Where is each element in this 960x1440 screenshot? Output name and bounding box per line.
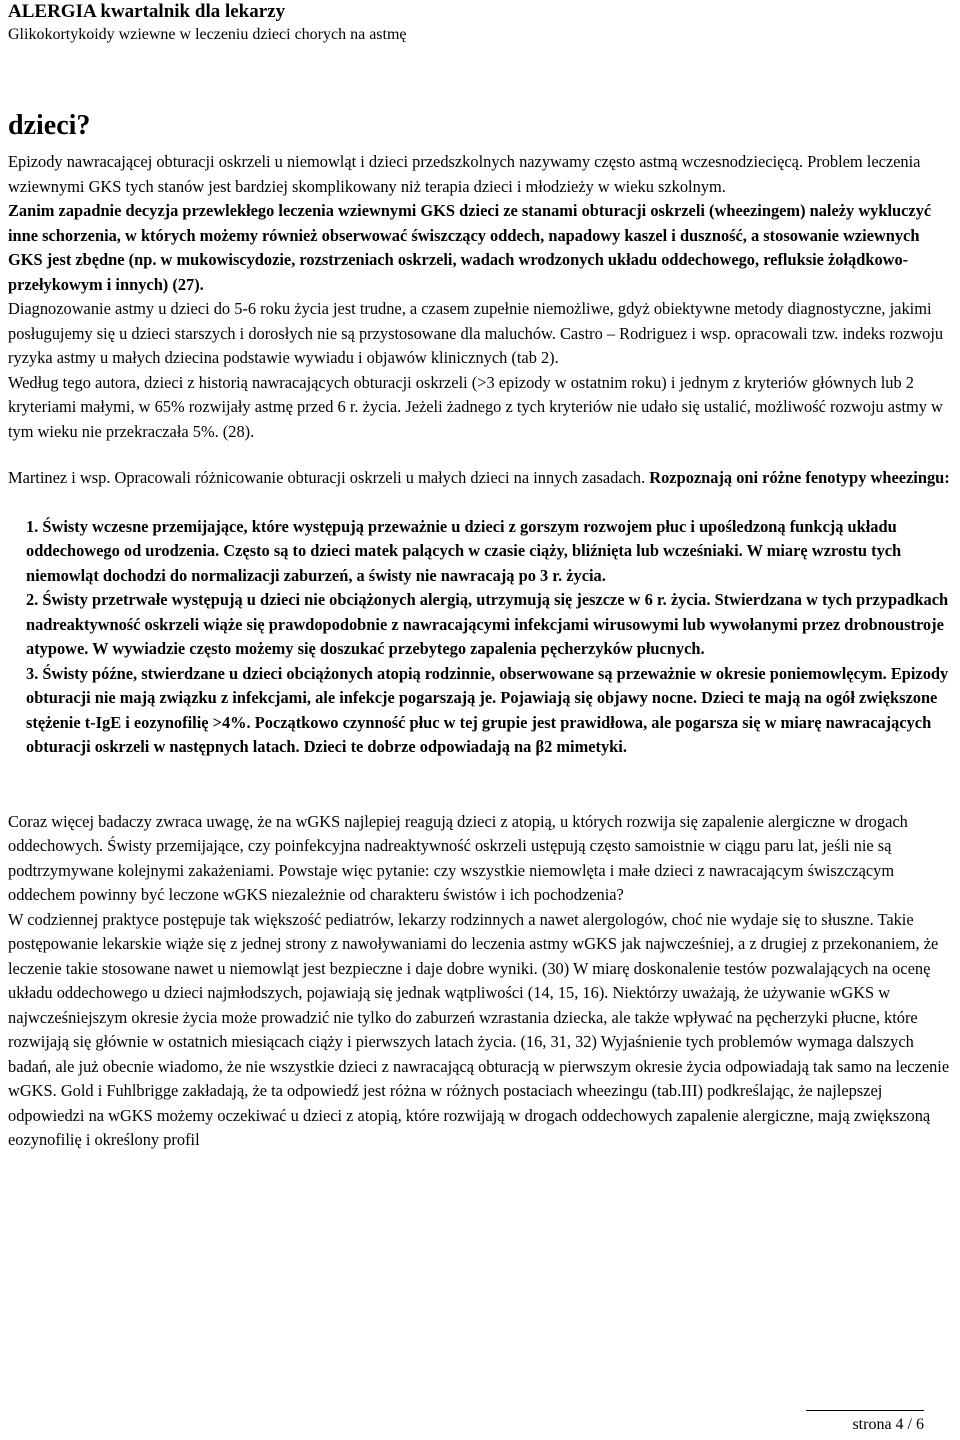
document-title: ALERGIA kwartalnik dla lekarzy <box>8 1 286 22</box>
paragraph-practice: W codziennej praktyce postępuje tak większość pediatrów, lekarzy rodzinnych a nawet alergologów, choć nie wydaje się to słuszne. Takie postępowanie lekarskie wiąże się z jednej strony z nawoływaniami do leczenia astmy wGKS jak najwcześniej, a z drugiej z przekonaniem, że leczenie takie stosowane nawet u niemowląt jest bezpieczne i daje dobre wyniki. (30) W miarę doskonalenie testów pozwalających na ocenę układu oddechowego u dzieci najmłodszych, pojawiają się jednak wątpliwości (14, 15, 16). Niektórzy uważają, że używanie wGKS w najwcześniejszym okresie życia może prowadzić nie tylko do zaburzeń wzrastania dziecka, ale także wpływać na pęcherzyki płucne, które rozwijają się głównie w ostatnich miesiącach ciąży i pierwszych latach życia. (16, 31, 32) Wyjaśnienie tych problemów wymaga dalszych badań, ale już obecnie wiadomo, że nie wszystkie dzieci z nawracającą obturacją w pierwszym okresie życia odpowiadają tak samo na leczenie wGKS. Gold i Fuhlbrigge zakładają, że ta odpowiedź jest różna w różnych postaciach wheezingu (tab.III) podkreślając, że najlepszej odpowiedzi na wGKS możemy oczekiwać u dzieci z atopią, które rozwijają w drogach oddechowych zapalenie alergiczne, mają zwiększoną eozynofilię i określony profil <box>8 909 950 1149</box>
footer-divider <box>806 1410 924 1411</box>
article-body <box>8 108 956 1153</box>
paragraph-intro: Epizody nawracającej obturacji oskrzeli u niemowląt i dzieci przedszkolnych nazywamy często astmą wczesnodziecięcą. Problem leczenia wziewnymi GKS tych stanów jest bardziej skomplikowany niż terapia dzieci i młodzieży w wieku szkolnym. <box>8 152 921 196</box>
martinez-bold-text: Rozpoznają oni różne fenotypy wheezingu: <box>649 468 950 487</box>
paragraph-differential: Zanim zapadnie decyzja przewlekłego leczenia wziewnymi GKS dzieci ze stanami obturacji oskrzeli (wheezingem) należy wykluczyć inne schorzenia, w których możemy również obserwować świszczący oddech, napadowy kaszel i duszność, a stosowanie wziewnych GKS jest zbędne (np. w mukowiscydozie, rozstrzeniach oskrzeli, wadach wrodzonych układu oddechowego, refluksie żołądkowo-przełykowym i innych) (27). <box>8 201 932 294</box>
paragraph-criteria: Według tego autora, dzieci z historią nawracających obturacji oskrzeli (>3 epizody w ostatnim roku) i jednym z kryteriów głównych lub 2 kryteriami małymi, w 65% rozwijały astmę przed 6 r. życia. Jeżeli żadnego z tych kryteriów nie udało się ustalić, możliwość rozwoju astmy w tym wieku nie przekraczała 5%. (28). <box>8 372 943 441</box>
phenotype-item-3: 3. Świsty późne, stwierdzane u dzieci obciążonych atopią rodzinnie, obserwowane są przeważnie w okresie poniemowlęcym. Epizody obturacji nie mają związku z infekcjami, ale infekcje pogarszają je. Pojawiają się objawy nocne. Dzieci te mają na ogół zwiększone stężenie t-IgE i eozynofilię >4%. Początkowo czynność płuc w tej grupie jest prawidłowa, ale pogarsza się w miarę nawracających obturacji oskrzeli w następnych latach. Dzieci te dobrze odpowiadają na β2 mimetyki. <box>26 663 949 756</box>
paragraph-martinez <box>8 466 956 491</box>
document-subtitle: Glikokortykoidy wziewne w leczeniu dzieci chorych na astmę <box>8 26 407 43</box>
page-number: strona 4 / 6 <box>852 1416 924 1433</box>
section-heading: dzieci? <box>8 110 91 141</box>
martinez-text: Martinez i wsp. Opracowali różnicowanie obturacji oskrzeli u małych dzieci na innych zasadach. <box>8 468 650 487</box>
phenotype-item-1: 1. Świsty wczesne przemijające, które występują przeważnie u dzieci z gorszym rozwojem płuc i upośledzoną funkcją układu oddechowego od urodzenia. Często są to dzieci matek palących w czasie ciąży, bliźnięta lub wcześniaki. W miarę wzrostu tych niemowląt dochodzi do normalizacji zaburzeń, a świsty nie nawracają po 3 r. życia. <box>26 516 902 585</box>
phenotype-item-2: 2. Świsty przetrwałe występują u dzieci nie obciążonych alergią, utrzymują się jeszcze w 6 r. życia. Stwierdzana w tych przypadkach nadreaktywność oskrzeli wiąże się prawdopodobnie z nawracającymi infekcjami wirusowymi lub wywołanymi przez drobnoustroje atypowe. W wywiadzie często możemy się doszukać przebytego zapalenia pęcherzyków płucnych. <box>26 590 949 658</box>
paragraph-diagnosis: Diagnozowanie astmy u dzieci do 5-6 roku życia jest trudne, a czasem zupełnie niemożliwe, gdyż obiektywne metody diagnostyczne, jakimi posługujemy się u dzieci starszych i dorosłych nie są przystosowane dla maluchów. Castro – Rodriguez i wsp. opracowali tzw. indeks rozwoju ryzyka astmy u małych dziecina podstawie wywiadu i objawów klinicznych (tab 2). <box>8 299 944 367</box>
paragraph-atopy: Coraz więcej badaczy zwraca uwagę, że na wGKS najlepiej reagują dzieci z atopią, u których rozwija się zapalenie alergiczne w drogach oddechowych. Świsty przemijające, czy poinfekcyjna nadreaktywność oskrzeli ustępują często samoistnie w ciągu paru lat, jeśli nie są podtrzymywane kolejnymi zakażeniami. Powstaje więc pytanie: czy wszystkie niemowlęta i małe dzieci z nawracającym świszczącym oddechem powinny być leczone wGKS niezależnie od charakteru świstów i ich pochodzenia? <box>8 811 908 904</box>
